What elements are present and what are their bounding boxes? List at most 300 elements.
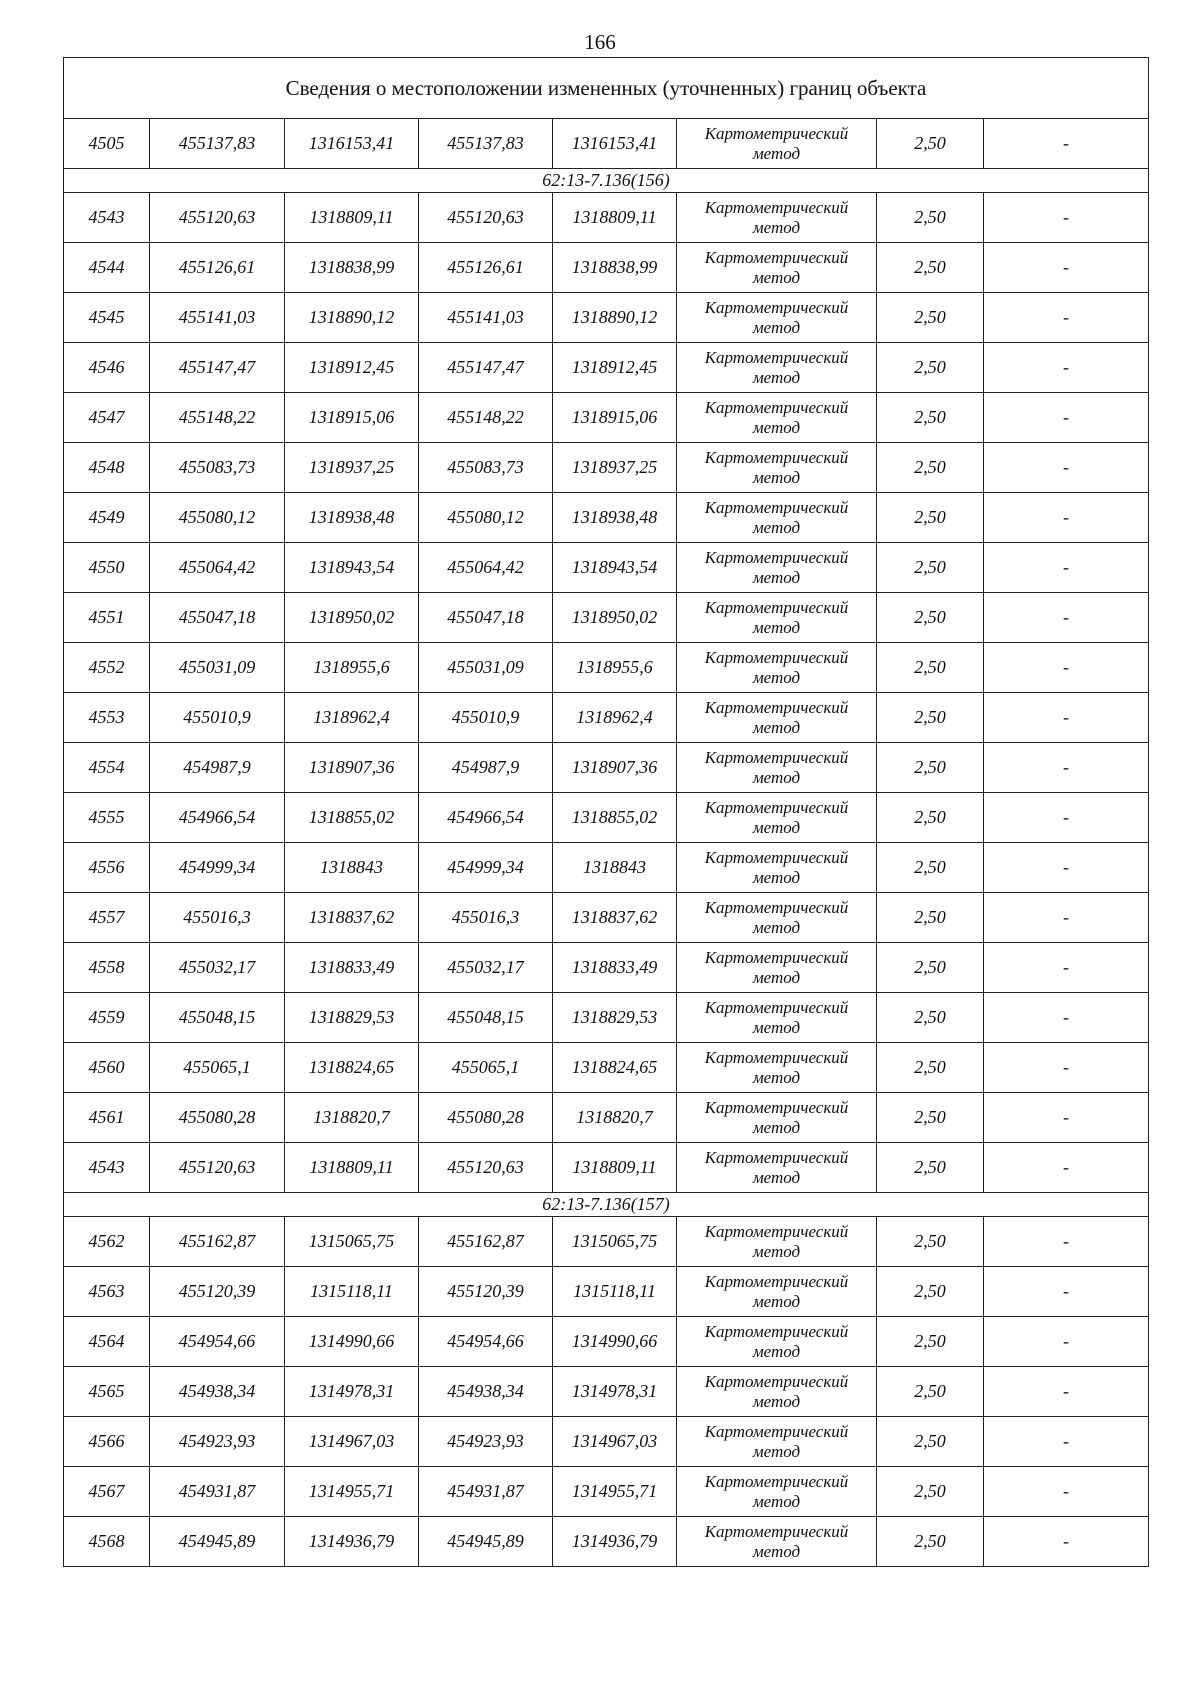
y-existing: 1318838,99 xyxy=(285,243,419,293)
y-existing: 1318915,06 xyxy=(285,393,419,443)
method-line1: Картометрический xyxy=(704,897,849,917)
accuracy: 2,50 xyxy=(877,393,984,443)
x-existing: 455010,9 xyxy=(150,693,285,743)
table-row xyxy=(64,643,1149,693)
method-line1: Картометрический xyxy=(704,1097,849,1117)
accuracy: 2,50 xyxy=(877,1317,984,1367)
accuracy: 2,50 xyxy=(877,243,984,293)
method-line1: Картометрический xyxy=(704,597,849,617)
method-line2: метод xyxy=(752,317,801,337)
description: - xyxy=(984,493,1149,543)
y-existing: 1314990,66 xyxy=(285,1317,419,1367)
x-new: 454966,54 xyxy=(419,793,553,843)
y-new: 1318843 xyxy=(553,843,677,893)
y-new: 1318820,7 xyxy=(553,1093,677,1143)
point-number: 4556 xyxy=(64,843,150,893)
method-line1: Картометрический xyxy=(704,1221,849,1241)
x-existing: 455065,1 xyxy=(150,1043,285,1093)
x-new: 455064,42 xyxy=(419,543,553,593)
x-existing: 455047,18 xyxy=(150,593,285,643)
y-existing: 1318912,45 xyxy=(285,343,419,393)
point-number: 4545 xyxy=(64,293,150,343)
description: - xyxy=(984,243,1149,293)
y-existing: 1318829,53 xyxy=(285,993,419,1043)
accuracy: 2,50 xyxy=(877,1093,984,1143)
method-line2: метод xyxy=(752,1491,801,1511)
method-line1: Картометрический xyxy=(704,1371,849,1391)
method-line1: Картометрический xyxy=(704,197,849,217)
x-existing: 454954,66 xyxy=(150,1317,285,1367)
point-number: 4549 xyxy=(64,493,150,543)
y-existing: 1318937,25 xyxy=(285,443,419,493)
accuracy: 2,50 xyxy=(877,293,984,343)
method-cell xyxy=(677,119,877,169)
point-number: 4566 xyxy=(64,1417,150,1467)
x-existing: 454945,89 xyxy=(150,1517,285,1567)
method-line1: Картометрический xyxy=(704,997,849,1017)
x-new: 455120,39 xyxy=(419,1267,553,1317)
x-new: 454954,66 xyxy=(419,1317,553,1367)
x-existing: 455147,47 xyxy=(150,343,285,393)
y-new: 1318912,45 xyxy=(553,343,677,393)
point-number: 4563 xyxy=(64,1267,150,1317)
y-existing: 1318955,6 xyxy=(285,643,419,693)
description: - xyxy=(984,1093,1149,1143)
coordinates-table xyxy=(63,57,1149,1567)
x-existing: 455162,87 xyxy=(150,1217,285,1267)
point-number: 4548 xyxy=(64,443,150,493)
method-line1: Картометрический xyxy=(704,547,849,567)
method-cell xyxy=(677,1417,877,1467)
table-row xyxy=(64,1517,1149,1567)
method-cell xyxy=(677,243,877,293)
x-new: 455083,73 xyxy=(419,443,553,493)
y-existing: 1318943,54 xyxy=(285,543,419,593)
y-existing: 1314978,31 xyxy=(285,1367,419,1417)
y-new: 1318829,53 xyxy=(553,993,677,1043)
table-row xyxy=(64,593,1149,643)
x-existing: 455120,63 xyxy=(150,193,285,243)
x-existing: 455120,63 xyxy=(150,1143,285,1193)
table-row xyxy=(64,1143,1149,1193)
description: - xyxy=(984,393,1149,443)
point-number: 4554 xyxy=(64,743,150,793)
point-number: 4564 xyxy=(64,1317,150,1367)
table-body xyxy=(64,58,1149,1567)
accuracy: 2,50 xyxy=(877,1043,984,1093)
method-line1: Картометрический xyxy=(704,647,849,667)
point-number: 4543 xyxy=(64,193,150,243)
y-new: 1314967,03 xyxy=(553,1417,677,1467)
method-line1: Картометрический xyxy=(704,247,849,267)
x-existing: 454966,54 xyxy=(150,793,285,843)
x-existing: 455137,83 xyxy=(150,119,285,169)
y-existing: 1318843 xyxy=(285,843,419,893)
method-line2: метод xyxy=(752,817,801,837)
x-new: 454923,93 xyxy=(419,1417,553,1467)
accuracy: 2,50 xyxy=(877,1467,984,1517)
x-new: 455010,9 xyxy=(419,693,553,743)
method-line1: Картометрический xyxy=(704,1271,849,1291)
y-new: 1318837,62 xyxy=(553,893,677,943)
y-existing: 1318820,7 xyxy=(285,1093,419,1143)
x-existing: 455048,15 xyxy=(150,993,285,1043)
table-row xyxy=(64,1467,1149,1517)
method-cell xyxy=(677,1467,877,1517)
table-row xyxy=(64,693,1149,743)
point-number: 4551 xyxy=(64,593,150,643)
table-row xyxy=(64,119,1149,169)
method-line1: Картометрический xyxy=(704,697,849,717)
method-line2: метод xyxy=(752,1117,801,1137)
method-cell xyxy=(677,293,877,343)
y-existing: 1318855,02 xyxy=(285,793,419,843)
y-existing: 1318950,02 xyxy=(285,593,419,643)
method-line2: метод xyxy=(752,517,801,537)
table-row xyxy=(64,1367,1149,1417)
description: - xyxy=(984,893,1149,943)
description: - xyxy=(984,1267,1149,1317)
table-row xyxy=(64,1093,1149,1143)
method-line2: метод xyxy=(752,917,801,937)
point-number: 4505 xyxy=(64,119,150,169)
point-number: 4557 xyxy=(64,893,150,943)
y-existing: 1318890,12 xyxy=(285,293,419,343)
y-new: 1316153,41 xyxy=(553,119,677,169)
description: - xyxy=(984,843,1149,893)
point-number: 4559 xyxy=(64,993,150,1043)
method-line2: метод xyxy=(752,267,801,287)
accuracy: 2,50 xyxy=(877,1417,984,1467)
method-line1: Картометрический xyxy=(704,1147,849,1167)
y-existing: 1314955,71 xyxy=(285,1467,419,1517)
x-new: 454999,34 xyxy=(419,843,553,893)
accuracy: 2,50 xyxy=(877,793,984,843)
x-existing: 455126,61 xyxy=(150,243,285,293)
table-row xyxy=(64,1417,1149,1467)
method-line2: метод xyxy=(752,1017,801,1037)
accuracy: 2,50 xyxy=(877,643,984,693)
method-cell xyxy=(677,1093,877,1143)
method-cell xyxy=(677,943,877,993)
x-new: 455147,47 xyxy=(419,343,553,393)
method-cell xyxy=(677,643,877,693)
method-cell xyxy=(677,1217,877,1267)
description: - xyxy=(984,1043,1149,1093)
y-new: 1318809,11 xyxy=(553,193,677,243)
method-cell xyxy=(677,1043,877,1093)
point-number: 4567 xyxy=(64,1467,150,1517)
x-new: 455032,17 xyxy=(419,943,553,993)
x-new: 455065,1 xyxy=(419,1043,553,1093)
method-line1: Картометрический xyxy=(704,397,849,417)
y-new: 1318833,49 xyxy=(553,943,677,993)
table-row xyxy=(64,743,1149,793)
y-existing: 1315118,11 xyxy=(285,1267,419,1317)
method-cell xyxy=(677,493,877,543)
y-existing: 1314967,03 xyxy=(285,1417,419,1467)
table-row xyxy=(64,543,1149,593)
method-line2: метод xyxy=(752,1441,801,1461)
y-existing: 1318809,11 xyxy=(285,1143,419,1193)
description: - xyxy=(984,993,1149,1043)
description: - xyxy=(984,1367,1149,1417)
method-line1: Картометрический xyxy=(704,847,849,867)
x-existing: 454999,34 xyxy=(150,843,285,893)
x-existing: 455080,12 xyxy=(150,493,285,543)
table-row xyxy=(64,1043,1149,1093)
table-row xyxy=(64,843,1149,893)
accuracy: 2,50 xyxy=(877,743,984,793)
method-cell xyxy=(677,1143,877,1193)
y-existing: 1318824,65 xyxy=(285,1043,419,1093)
point-number: 4544 xyxy=(64,243,150,293)
point-number: 4550 xyxy=(64,543,150,593)
method-line1: Картометрический xyxy=(704,747,849,767)
method-line1: Картометрический xyxy=(704,447,849,467)
method-line2: метод xyxy=(752,1241,801,1261)
accuracy: 2,50 xyxy=(877,543,984,593)
method-cell xyxy=(677,393,877,443)
accuracy: 2,50 xyxy=(877,1217,984,1267)
point-number: 4568 xyxy=(64,1517,150,1567)
accuracy: 2,50 xyxy=(877,843,984,893)
method-line2: метод xyxy=(752,867,801,887)
x-new: 455137,83 xyxy=(419,119,553,169)
x-new: 455080,12 xyxy=(419,493,553,543)
accuracy: 2,50 xyxy=(877,443,984,493)
accuracy: 2,50 xyxy=(877,943,984,993)
method-line2: метод xyxy=(752,717,801,737)
accuracy: 2,50 xyxy=(877,193,984,243)
description: - xyxy=(984,293,1149,343)
description: - xyxy=(984,443,1149,493)
description: - xyxy=(984,543,1149,593)
x-new: 454931,87 xyxy=(419,1467,553,1517)
method-line2: метод xyxy=(752,617,801,637)
method-line1: Картометрический xyxy=(704,1521,849,1541)
accuracy: 2,50 xyxy=(877,1517,984,1567)
y-new: 1318809,11 xyxy=(553,1143,677,1193)
y-new: 1318962,4 xyxy=(553,693,677,743)
table-row xyxy=(64,1317,1149,1367)
x-existing: 455120,39 xyxy=(150,1267,285,1317)
method-line2: метод xyxy=(752,1391,801,1411)
y-new: 1314978,31 xyxy=(553,1367,677,1417)
description: - xyxy=(984,1217,1149,1267)
method-line2: метод xyxy=(752,767,801,787)
table-row xyxy=(64,1217,1149,1267)
x-new: 455031,09 xyxy=(419,643,553,693)
x-new: 454938,34 xyxy=(419,1367,553,1417)
method-line1: Картометрический xyxy=(704,1421,849,1441)
method-line1: Картометрический xyxy=(704,1047,849,1067)
point-number: 4560 xyxy=(64,1043,150,1093)
y-existing: 1315065,75 xyxy=(285,1217,419,1267)
y-new: 1314955,71 xyxy=(553,1467,677,1517)
method-cell xyxy=(677,993,877,1043)
y-new: 1318943,54 xyxy=(553,543,677,593)
y-existing: 1318837,62 xyxy=(285,893,419,943)
accuracy: 2,50 xyxy=(877,593,984,643)
x-existing: 455031,09 xyxy=(150,643,285,693)
accuracy: 2,50 xyxy=(877,1267,984,1317)
method-line1: Картометрический xyxy=(704,497,849,517)
accuracy: 2,50 xyxy=(877,343,984,393)
y-existing: 1318833,49 xyxy=(285,943,419,993)
x-existing: 455148,22 xyxy=(150,393,285,443)
method-line2: метод xyxy=(752,1341,801,1361)
x-new: 455120,63 xyxy=(419,1143,553,1193)
y-existing: 1318938,48 xyxy=(285,493,419,543)
y-new: 1314990,66 xyxy=(553,1317,677,1367)
x-existing: 455016,3 xyxy=(150,893,285,943)
description: - xyxy=(984,1143,1149,1193)
table-row xyxy=(64,243,1149,293)
method-line1: Картометрический xyxy=(704,123,849,143)
table-row xyxy=(64,943,1149,993)
table-row xyxy=(64,293,1149,343)
x-new: 455080,28 xyxy=(419,1093,553,1143)
y-new: 1318950,02 xyxy=(553,593,677,643)
method-line1: Картометрический xyxy=(704,797,849,817)
method-line2: метод xyxy=(752,1291,801,1311)
table-row xyxy=(64,193,1149,243)
point-number: 4553 xyxy=(64,693,150,743)
section-header-row xyxy=(64,169,1149,193)
method-cell xyxy=(677,1367,877,1417)
description: - xyxy=(984,1467,1149,1517)
method-cell xyxy=(677,1517,877,1567)
accuracy: 2,50 xyxy=(877,119,984,169)
method-line1: Картометрический xyxy=(704,297,849,317)
section-label: 62:13-7.136(157) xyxy=(64,1193,1149,1217)
y-new: 1318855,02 xyxy=(553,793,677,843)
table-row xyxy=(64,1267,1149,1317)
method-line2: метод xyxy=(752,417,801,437)
accuracy: 2,50 xyxy=(877,1367,984,1417)
method-cell xyxy=(677,543,877,593)
description: - xyxy=(984,119,1149,169)
table-row xyxy=(64,393,1149,443)
method-cell xyxy=(677,743,877,793)
x-existing: 454923,93 xyxy=(150,1417,285,1467)
page-number: 166 xyxy=(584,30,616,54)
table-row xyxy=(64,793,1149,843)
y-new: 1318907,36 xyxy=(553,743,677,793)
accuracy: 2,50 xyxy=(877,693,984,743)
x-new: 455016,3 xyxy=(419,893,553,943)
table-title-row xyxy=(64,58,1149,119)
description: - xyxy=(984,593,1149,643)
y-new: 1318915,06 xyxy=(553,393,677,443)
description: - xyxy=(984,1517,1149,1567)
x-existing: 454987,9 xyxy=(150,743,285,793)
description: - xyxy=(984,1417,1149,1467)
y-new: 1318824,65 xyxy=(553,1043,677,1093)
y-existing: 1318962,4 xyxy=(285,693,419,743)
method-line2: метод xyxy=(752,667,801,687)
description: - xyxy=(984,943,1149,993)
y-new: 1318890,12 xyxy=(553,293,677,343)
x-existing: 455141,03 xyxy=(150,293,285,343)
accuracy: 2,50 xyxy=(877,993,984,1043)
x-existing: 454938,34 xyxy=(150,1367,285,1417)
point-number: 4547 xyxy=(64,393,150,443)
x-new: 454945,89 xyxy=(419,1517,553,1567)
point-number: 4552 xyxy=(64,643,150,693)
x-new: 455047,18 xyxy=(419,593,553,643)
y-new: 1315065,75 xyxy=(553,1217,677,1267)
table-row xyxy=(64,493,1149,543)
method-line2: метод xyxy=(752,143,801,163)
x-new: 455141,03 xyxy=(419,293,553,343)
accuracy: 2,50 xyxy=(877,893,984,943)
y-existing: 1318809,11 xyxy=(285,193,419,243)
method-line1: Картометрический xyxy=(704,1321,849,1341)
method-line1: Картометрический xyxy=(704,1471,849,1491)
table-row xyxy=(64,343,1149,393)
description: - xyxy=(984,743,1149,793)
section-header-row xyxy=(64,1193,1149,1217)
method-cell xyxy=(677,343,877,393)
x-new: 454987,9 xyxy=(419,743,553,793)
method-cell xyxy=(677,693,877,743)
y-existing: 1314936,79 xyxy=(285,1517,419,1567)
method-line2: метод xyxy=(752,217,801,237)
method-line2: метод xyxy=(752,567,801,587)
method-line1: Картометрический xyxy=(704,947,849,967)
x-new: 455048,15 xyxy=(419,993,553,1043)
y-new: 1318937,25 xyxy=(553,443,677,493)
table-row xyxy=(64,893,1149,943)
point-number: 4546 xyxy=(64,343,150,393)
point-number: 4565 xyxy=(64,1367,150,1417)
description: - xyxy=(984,193,1149,243)
point-number: 4562 xyxy=(64,1217,150,1267)
table-row xyxy=(64,443,1149,493)
point-number: 4561 xyxy=(64,1093,150,1143)
description: - xyxy=(984,1317,1149,1367)
x-new: 455148,22 xyxy=(419,393,553,443)
method-cell xyxy=(677,793,877,843)
method-cell xyxy=(677,1317,877,1367)
y-existing: 1318907,36 xyxy=(285,743,419,793)
description: - xyxy=(984,793,1149,843)
method-line2: метод xyxy=(752,367,801,387)
y-new: 1318955,6 xyxy=(553,643,677,693)
x-existing: 455032,17 xyxy=(150,943,285,993)
description: - xyxy=(984,643,1149,693)
method-cell xyxy=(677,193,877,243)
accuracy: 2,50 xyxy=(877,493,984,543)
x-existing: 455064,42 xyxy=(150,543,285,593)
point-number: 4555 xyxy=(64,793,150,843)
method-cell xyxy=(677,1267,877,1317)
method-line1: Картометрический xyxy=(704,347,849,367)
x-existing: 455080,28 xyxy=(150,1093,285,1143)
method-cell xyxy=(677,843,877,893)
method-line2: метод xyxy=(752,1541,801,1561)
method-line2: метод xyxy=(752,1167,801,1187)
accuracy: 2,50 xyxy=(877,1143,984,1193)
point-number: 4543 xyxy=(64,1143,150,1193)
method-cell xyxy=(677,593,877,643)
section-label: 62:13-7.136(156) xyxy=(64,169,1149,193)
method-line2: метод xyxy=(752,467,801,487)
y-new: 1318938,48 xyxy=(553,493,677,543)
method-cell xyxy=(677,893,877,943)
